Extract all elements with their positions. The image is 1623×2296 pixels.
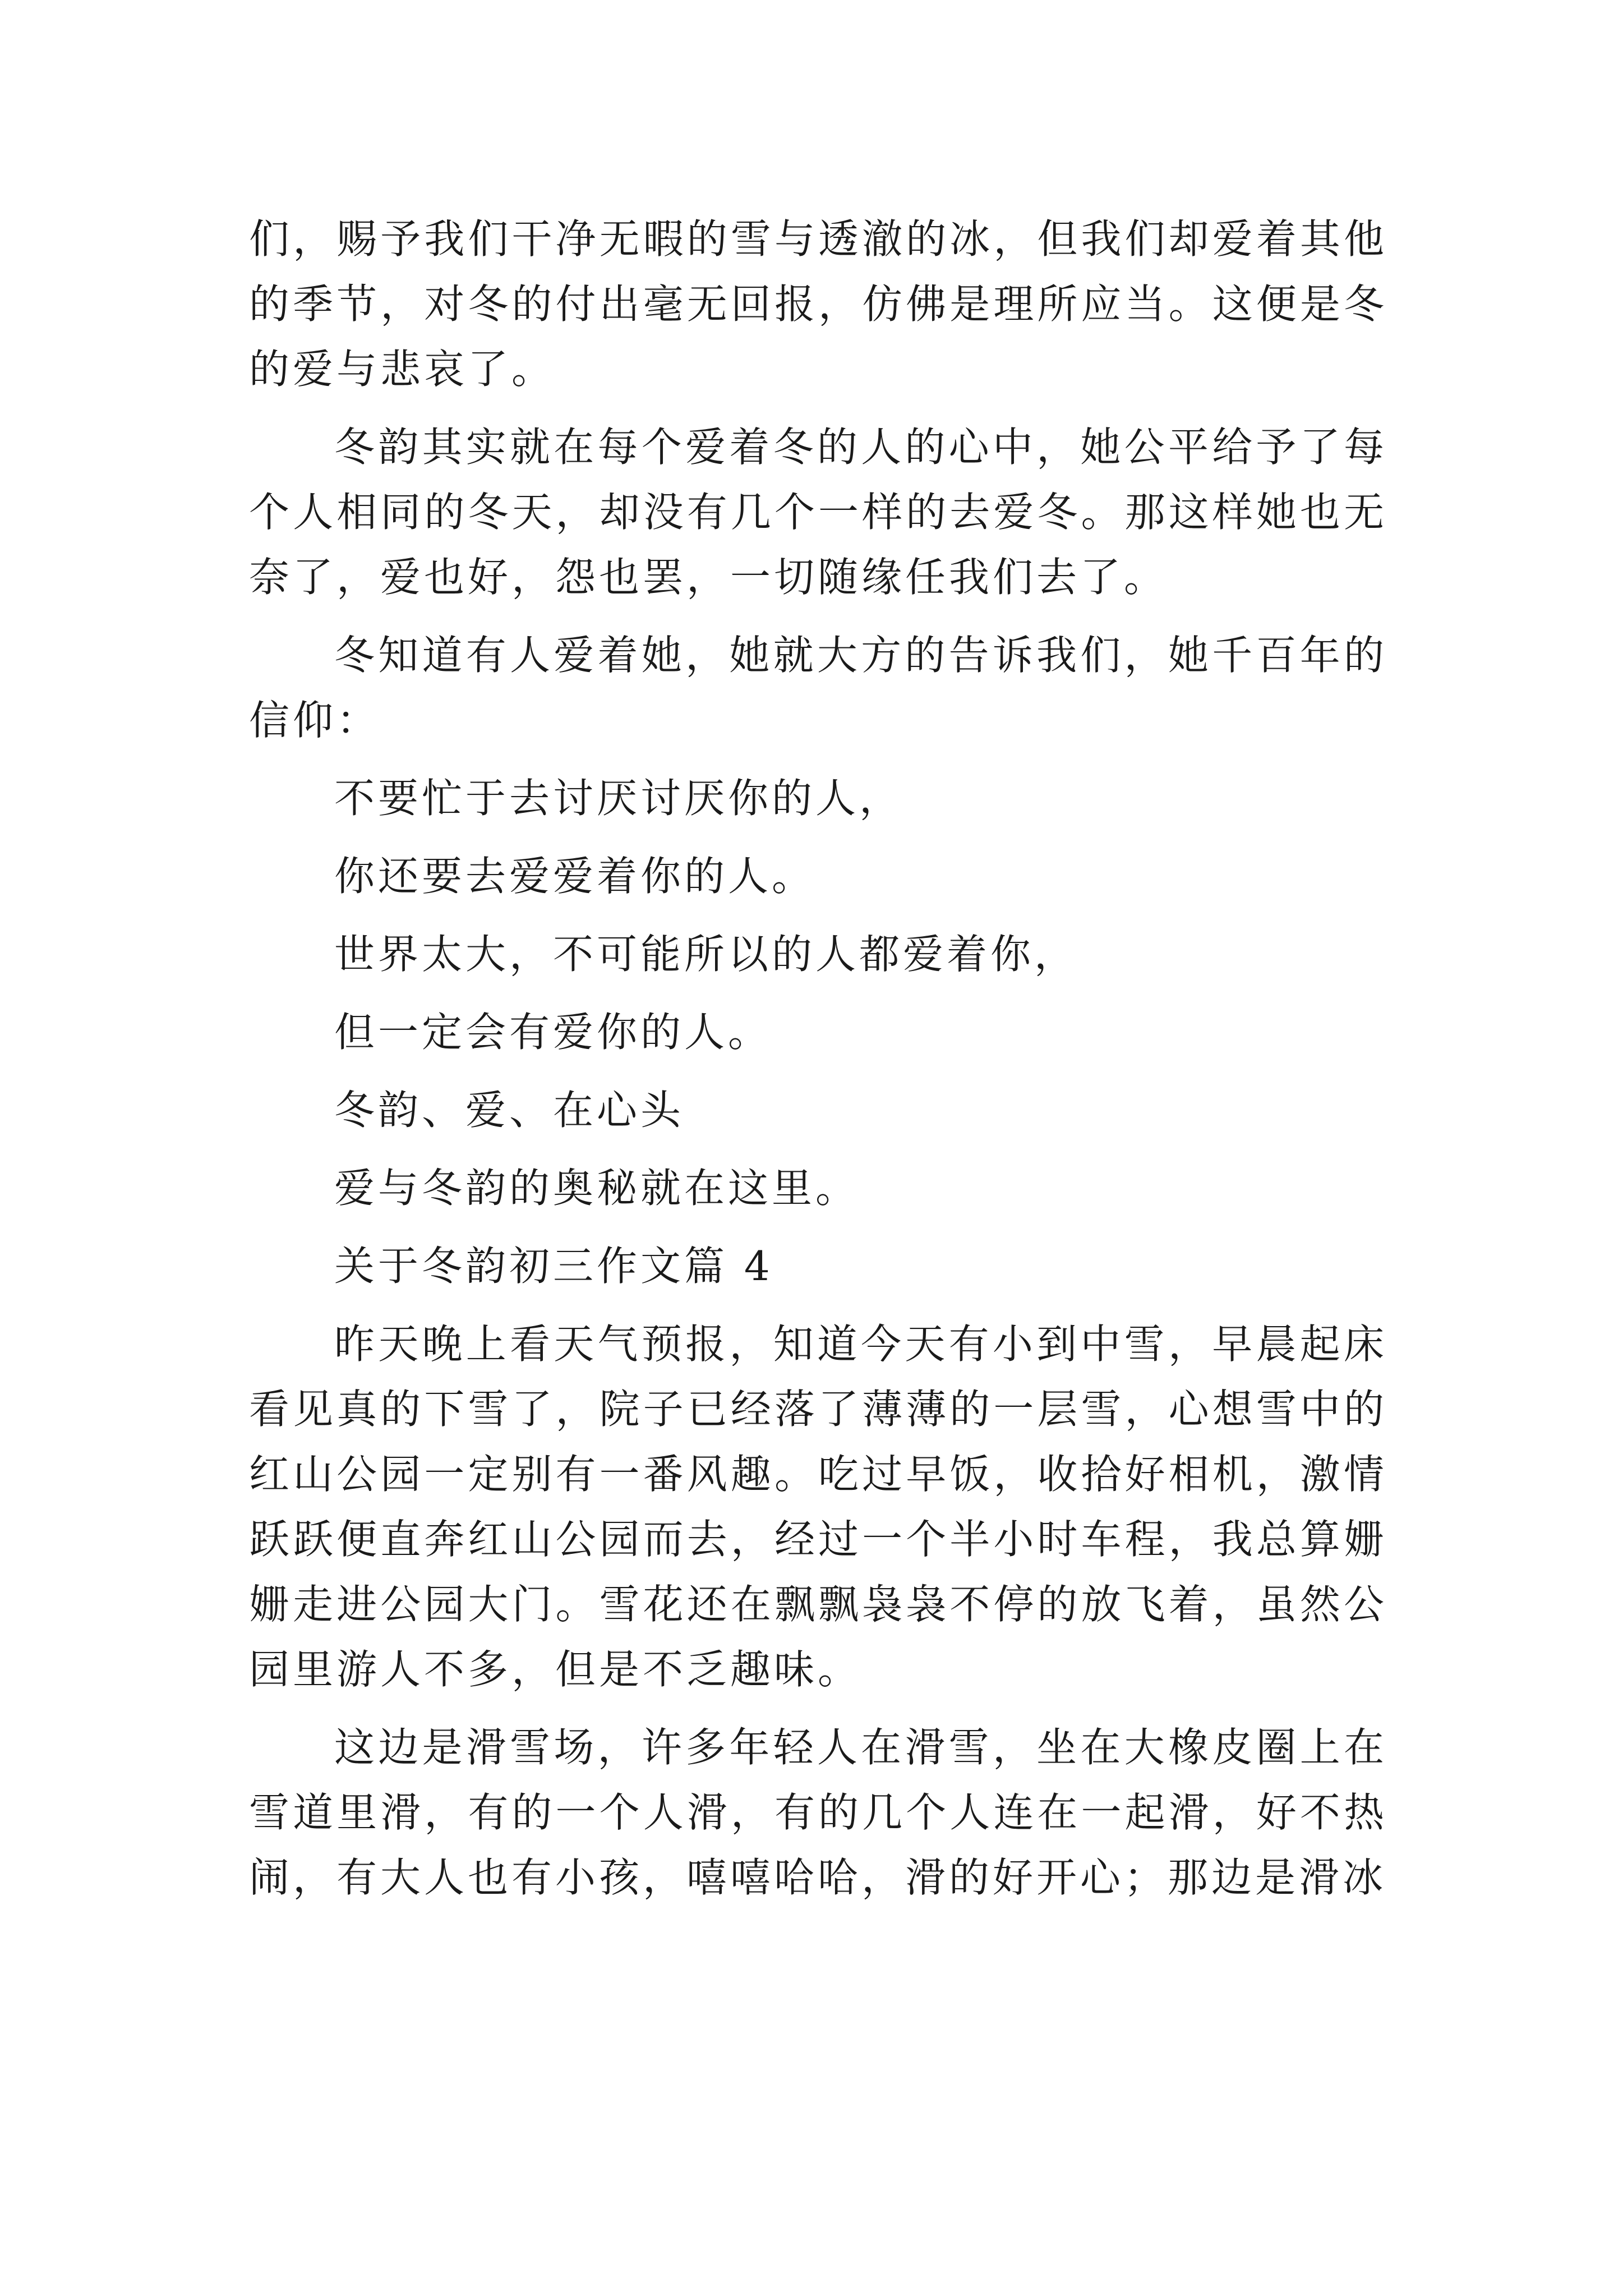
poem-line: 你还要去爱爱着你的人。 <box>334 853 816 900</box>
paragraph: 冬韵其实就在每个爱着冬的人的心中，她公平给予了每个人相同的冬天，却没有几个一样的去爱冬。那这样她也无奈了，爱也好，怨也罢，一切随缘任我们去了。 <box>249 424 1387 601</box>
poem-line: 爱与冬韵的奥秘就在这里。 <box>334 1165 860 1212</box>
document-body <box>249 206 1387 1923</box>
poem-line: 但一定会有爱你的人。 <box>334 1009 772 1056</box>
paragraph: 冬知道有人爱着她，她就大方的告诉我们，她千百年的信仰： <box>249 632 1387 744</box>
section-heading: 关于冬韵初三作文篇 4 <box>334 1243 773 1290</box>
paragraph: 昨天晚上看天气预报，知道今天有小到中雪，早晨起床看见真的下雪了，院子已经落了薄薄的一层雪，心想雪中的红山公园一定别有一番风趣。吃过早饭，收拾好相机，激情跃跃便直奔红山公园而去，经过一个半小时车程，我总算姗姗走进公园大门。雪花还在飘飘袅袅不停的放飞着，虽然公园里游人不多，但是不乏趣味。 <box>249 1320 1387 1693</box>
poem-line: 冬韵、爱、在心头 <box>334 1087 685 1134</box>
poem-line: 不要忙于去讨厌讨厌你的人， <box>334 775 903 822</box>
paragraph: 们，赐予我们干净无暇的雪与透澈的冰，但我们却爱着其他的季节，对冬的付出毫无回报，仿佛是理所应当。这便是冬的爱与悲哀了。 <box>249 215 1387 393</box>
paragraph: 这边是滑雪场，许多年轻人在滑雪，坐在大橡皮圈上在雪道里滑，有的一个人滑，有的几个人连在一起滑，好不热闹，有大人也有小孩，嘻嘻哈哈，滑的好开心；那边是滑冰 <box>249 1724 1387 1901</box>
poem-line: 世界太大，不可能所以的人都爱着你， <box>334 931 1078 978</box>
